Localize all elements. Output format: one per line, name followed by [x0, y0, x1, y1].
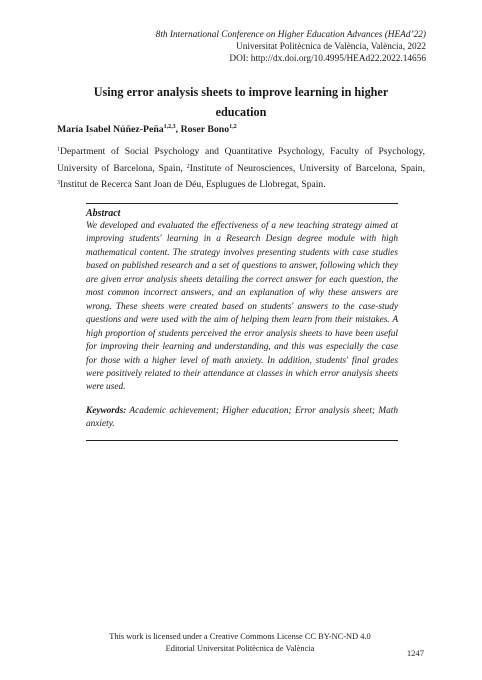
abstract-box	[86, 203, 398, 441]
conference-name: 8th International Conference on Higher Education Advances (HEAd’22)	[155, 30, 426, 40]
affiliations	[57, 143, 425, 193]
doi-line: DOI: http://dx.doi.org/10.4995/HEAd22.2022.14656	[229, 54, 426, 64]
running-header	[106, 29, 426, 65]
abstract-heading: Abstract	[86, 208, 121, 219]
affiliation-text: Institut de Recerca Sant Joan de Déu, Esplugues de Llobregat, Spain.	[60, 179, 326, 191]
affiliation-mark: 1	[57, 147, 60, 153]
author-affiliation-marks: 1,2	[229, 124, 237, 130]
abstract-body: We developed and evaluated the effectiveness of a new teaching strategy aimed at improving students' learning in a Research Design degree module with high mathematical content. The strategy involves presenting students with case studies based on published research and a set of questions to answer, following which they are given error analysis sheets detailing the correct answer for each question, the most common incorrect answers, and an explanation of why these answers are wrong. These sheets were created based on students' answers to the case-study questions and were used with the aim of helping them learn from their mistakes. A high proportion of students perceived the error analysis sheets to have been useful for improving their learning and understanding, and this was especially the case for those with a higher level of math anxiety. In addition, students' final grades were positively related to their attendance at classes in which error analysis sheets were used.	[86, 221, 398, 393]
affiliation-text: Institute of Neurosciences, University of Barcelona, Spain,	[189, 162, 425, 174]
footer-publisher: Editorial Universitat Politècnica de València	[165, 644, 315, 653]
page-number: 1247	[406, 648, 424, 658]
license-footer	[90, 631, 390, 655]
author-list	[57, 124, 237, 135]
author-name: María Isabel Núñez-Peña	[57, 124, 164, 135]
keywords-text: Academic achievement; Higher education; Error analysis sheet; Math anxiety.	[86, 405, 398, 430]
author-name: Roser Bono	[180, 124, 230, 135]
author-affiliation-marks: 1,2,3	[163, 124, 176, 130]
keywords-label: Keywords:	[86, 405, 127, 416]
affiliation-mark: 3	[57, 180, 60, 187]
affiliation-text: Department of Social Psychology and Quantitative Psychology, Faculty of Psychology, University of Barcelona, Spain,	[57, 146, 425, 174]
license-line: This work is licensed under a Creative Commons License CC BY-NC-ND 4.0	[109, 632, 371, 641]
affiliation-mark: 2	[186, 163, 190, 170]
author-separator: ,	[175, 124, 181, 135]
paper-title: Using error analysis sheets to improve learning in higher education	[93, 85, 389, 119]
keywords	[86, 405, 398, 432]
publisher-line: Universitat Politècnica de València, València, 2022	[236, 42, 426, 52]
